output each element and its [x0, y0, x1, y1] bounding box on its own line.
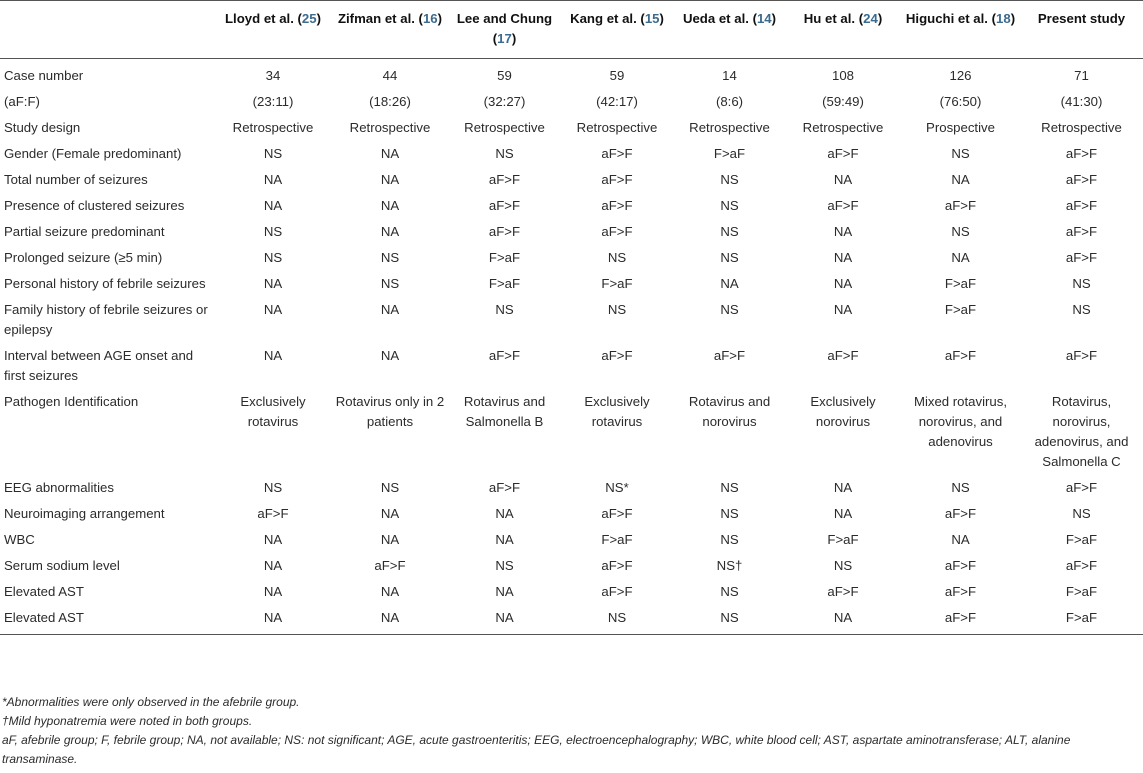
table-cell: aF>F — [488, 224, 521, 239]
table-cell: F>aF — [1065, 584, 1098, 599]
table-cell: NA — [833, 610, 853, 625]
row-label: Elevated AST — [4, 584, 84, 599]
table-cell: NS — [380, 250, 400, 265]
table-cell: aF>F — [827, 348, 859, 363]
row-label: Serum sodium level — [4, 558, 120, 573]
row-label: Personal history of febrile seizures — [4, 276, 206, 291]
table-cell: aF>F — [944, 610, 977, 625]
table-cell: (76:50) — [939, 94, 982, 109]
table-cell: 44 — [382, 68, 398, 83]
table-cell: aF>F — [827, 198, 859, 213]
table-cell: NS — [951, 224, 970, 239]
table-cell: Rotavirus and norovirus — [688, 394, 771, 429]
table-cell: Exclusively norovirus — [810, 394, 876, 429]
table-cell: NS — [263, 480, 283, 495]
table-cell: NS — [263, 224, 283, 239]
table-cell: aF>F — [1065, 348, 1098, 363]
reference-link[interactable]: 24 — [863, 11, 878, 26]
table-cell: aF>F — [1065, 198, 1098, 213]
table-cell: NA — [263, 558, 283, 573]
table-cell: NA — [380, 506, 400, 521]
column-header: Hu et al. (24) — [803, 11, 883, 26]
footnote-dagger: †Mild hyponatremia were noted in both groups. — [2, 714, 253, 728]
table-row — [0, 221, 1143, 247]
table-body — [0, 59, 1143, 635]
table-cell: Retrospective — [464, 120, 545, 135]
table-cell: NA — [951, 172, 970, 187]
table-cell: NA — [495, 506, 514, 521]
table-cell: aF>F — [944, 198, 977, 213]
table-cell: NA — [495, 584, 514, 599]
column-header: Kang et al. (15) — [570, 11, 664, 26]
table-cell: NS† — [716, 558, 743, 573]
table-cell: aF>F — [488, 348, 521, 363]
table-cell: Rotavirus, norovirus, adenovirus, and Salmonella C — [1034, 394, 1129, 469]
table-cell: (42:17) — [596, 94, 638, 109]
row-label: Gender (Female predominant) — [4, 146, 182, 161]
table-cell: NS — [380, 480, 400, 495]
table-cell: NS — [607, 610, 627, 625]
table-cell: F>aF — [601, 276, 633, 291]
table-cell: NS — [720, 250, 739, 265]
table-cell: 71 — [1074, 68, 1089, 83]
table-cell: NS — [380, 276, 400, 291]
table-cell: Retrospective — [689, 120, 770, 135]
table-cell: F>aF — [1065, 532, 1098, 547]
table-cell: NA — [951, 250, 970, 265]
table-cell: aF>F — [601, 224, 633, 239]
table-cell: aF>F — [601, 558, 633, 573]
table-cell: NS — [951, 480, 970, 495]
reference-link[interactable]: 17 — [497, 31, 512, 46]
table-cell: NA — [380, 532, 400, 547]
table-cell: NA — [380, 224, 400, 239]
table-cell: F>aF — [713, 146, 746, 161]
table-cell: aF>F — [944, 348, 977, 363]
table-cell: NA — [380, 302, 400, 317]
table-cell: F>aF — [944, 302, 977, 317]
table-row — [0, 607, 1143, 635]
table-cell: NS — [1072, 302, 1091, 317]
table-row — [0, 555, 1143, 581]
table-cell: aF>F — [827, 146, 859, 161]
table-row — [0, 247, 1143, 273]
reference-link[interactable]: 18 — [996, 11, 1011, 26]
table-cell: NA — [263, 584, 283, 599]
table-cell: aF>F — [374, 558, 406, 573]
table-cell: aF>F — [601, 506, 633, 521]
table-cell: NA — [263, 610, 283, 625]
row-label: Total number of seizures — [4, 172, 148, 187]
table-cell: NA — [380, 172, 400, 187]
row-label: Presence of clustered seizures — [4, 198, 185, 213]
table-cell: NS — [263, 146, 283, 161]
table-cell: Rotavirus only in 2 patients — [335, 394, 445, 429]
row-label: Prolonged seizure (≥5 min) — [4, 250, 163, 265]
table-cell: NS — [720, 198, 739, 213]
table-cell: aF>F — [944, 506, 977, 521]
table-cell: aF>F — [601, 198, 633, 213]
row-label: Case number — [4, 68, 84, 83]
table-cell: F>aF — [827, 532, 859, 547]
table-cell: 108 — [831, 68, 854, 83]
table-row — [0, 529, 1143, 555]
table-cell: NA — [495, 610, 514, 625]
table-cell: (23:11) — [252, 94, 294, 109]
table-cell: NA — [833, 276, 853, 291]
table-cell: NA — [263, 276, 283, 291]
table-cell: NA — [380, 610, 400, 625]
table-cell: aF>F — [1065, 480, 1098, 495]
row-label: Neuroimaging arrangement — [4, 506, 165, 521]
table-cell: NA — [380, 584, 400, 599]
table-cell: aF>F — [827, 584, 859, 599]
row-label: (aF:F) — [4, 94, 40, 109]
reference-link[interactable]: 16 — [422, 11, 438, 26]
table-cell: aF>F — [601, 348, 633, 363]
table-cell: NS — [720, 302, 739, 317]
table-cell: aF>F — [488, 198, 521, 213]
reference-link[interactable]: 14 — [756, 11, 772, 26]
table-row — [0, 503, 1143, 529]
table-cell: (59:49) — [822, 94, 864, 109]
table-cell: NA — [833, 480, 853, 495]
row-label: Interval between AGE onset and first seizures — [4, 348, 194, 383]
table-cell: F>aF — [944, 276, 977, 291]
table-cell: F>aF — [488, 276, 521, 291]
table-row — [0, 273, 1143, 299]
table-cell: NA — [833, 250, 853, 265]
table-cell: NS — [263, 250, 283, 265]
table-cell: NS — [720, 610, 739, 625]
row-label: Partial seizure predominant — [4, 224, 165, 239]
table-cell: NS — [607, 250, 627, 265]
table-cell: (32:27) — [483, 94, 526, 109]
table-row — [0, 477, 1143, 503]
table-cell: aF>F — [257, 506, 289, 521]
table-row — [0, 169, 1143, 195]
table-cell: (18:26) — [369, 94, 411, 109]
table-cell: NS* — [605, 480, 629, 495]
table-cell: Retrospective — [232, 120, 314, 135]
row-label: EEG abnormalities — [4, 480, 114, 495]
table-cell: NA — [263, 302, 283, 317]
table-row — [0, 391, 1143, 477]
table-cell: NS — [495, 146, 514, 161]
table-cell: 34 — [265, 68, 281, 83]
table-cell: NS — [720, 172, 739, 187]
header-blank — [0, 1, 215, 59]
table-cell: aF>F — [1065, 172, 1098, 187]
header-row — [0, 1, 1143, 59]
table-cell: aF>F — [713, 348, 746, 363]
table-cell: aF>F — [1065, 558, 1098, 573]
table-cell: NA — [380, 348, 400, 363]
table-cell: aF>F — [601, 584, 633, 599]
table-cell: NS — [1072, 506, 1091, 521]
table-cell: aF>F — [1065, 224, 1098, 239]
table-row — [0, 299, 1143, 345]
table-cell: NA — [263, 532, 283, 547]
footnote-asterisk: *Abnormalities were only observed in the afebrile group. — [2, 695, 300, 709]
table-cell: 14 — [722, 68, 737, 83]
row-label: Pathogen Identification — [4, 394, 139, 409]
column-header: Ueda et al. (14) — [682, 11, 777, 26]
column-header: Present study — [1037, 11, 1126, 26]
table-cell: NA — [495, 532, 514, 547]
table-cell: NS — [495, 558, 514, 573]
reference-link[interactable]: 25 — [301, 11, 317, 26]
row-label: Elevated AST — [4, 610, 84, 625]
table-cell: 126 — [949, 68, 972, 83]
table-cell: Retrospective — [349, 120, 431, 135]
table-row — [0, 143, 1143, 169]
table-cell: (41:30) — [1060, 94, 1103, 109]
column-header: Lloyd et al. (25) — [224, 11, 321, 26]
table-cell: NS — [720, 584, 739, 599]
column-header: Zifman et al. (16) — [337, 11, 443, 26]
row-label: Study design — [4, 120, 81, 135]
table-cell: NA — [720, 276, 739, 291]
table-cell: F>aF — [1065, 610, 1098, 625]
table-cell: NS — [607, 302, 627, 317]
table-cell: Prospective — [926, 120, 995, 135]
table-cell: NS — [720, 532, 739, 547]
table-cell: aF>F — [1065, 146, 1098, 161]
table-row — [0, 345, 1143, 391]
table-cell: NA — [833, 302, 853, 317]
table-cell: aF>F — [488, 480, 521, 495]
table-cell: Retrospective — [802, 120, 884, 135]
table-row — [0, 117, 1143, 143]
table-cell: (8:6) — [715, 94, 744, 109]
table-cell: aF>F — [601, 172, 633, 187]
table-cell: aF>F — [1065, 250, 1098, 265]
table-cell: NA — [263, 198, 283, 213]
table-cell: NS — [495, 302, 514, 317]
table-cell: aF>F — [944, 584, 977, 599]
table-footnotes — [2, 693, 1142, 769]
table-cell: NA — [833, 224, 853, 239]
table-cell: NA — [263, 172, 283, 187]
reference-link[interactable]: 15 — [644, 11, 660, 26]
table-row — [0, 195, 1143, 221]
footnote-abbreviations: aF, afebrile group; F, febrile group; NA, not available; NS: not significant; AGE, acute gastroenteritis; EEG, electroencephalography; WBC, white blood cell; AST, aspartate aminotransferase; ALT, alanine transaminase. — [2, 733, 1071, 766]
table-cell: Retrospective — [1041, 120, 1122, 135]
table-cell: Retrospective — [576, 120, 658, 135]
table-cell: NA — [380, 146, 400, 161]
table-cell: F>aF — [488, 250, 521, 265]
table-cell: NA — [833, 172, 853, 187]
table-cell: aF>F — [488, 172, 521, 187]
table-cell: Exclusively rotavirus — [584, 394, 650, 429]
table-cell: 59 — [497, 68, 512, 83]
table-cell: NS — [720, 480, 739, 495]
table-cell: Rotavirus and Salmonella B — [463, 394, 546, 429]
column-header: Lee and Chung (17) — [456, 11, 553, 46]
table-cell: Mixed rotavirus, norovirus, and adenovirus — [913, 394, 1008, 449]
table-cell: NS — [1072, 276, 1091, 291]
row-label: WBC — [4, 532, 35, 547]
table-cell: NS — [720, 224, 739, 239]
row-label: Family history of febrile seizures or epilepsy — [4, 302, 208, 337]
table-cell: aF>F — [944, 558, 977, 573]
table-cell: NS — [951, 146, 970, 161]
table-cell: Exclusively rotavirus — [240, 394, 306, 429]
table-cell: NA — [380, 198, 400, 213]
table-cell: NS — [720, 506, 739, 521]
table-cell: 59 — [609, 68, 625, 83]
table-cell: F>aF — [601, 532, 633, 547]
table-row — [0, 91, 1143, 117]
table-row — [0, 59, 1143, 92]
table-cell: aF>F — [601, 146, 633, 161]
table-cell: NA — [833, 506, 853, 521]
table-cell: NS — [833, 558, 853, 573]
table-row — [0, 581, 1143, 607]
table-cell: NA — [263, 348, 283, 363]
column-header: Higuchi et al. (18) — [905, 11, 1016, 26]
table-cell: NA — [951, 532, 970, 547]
